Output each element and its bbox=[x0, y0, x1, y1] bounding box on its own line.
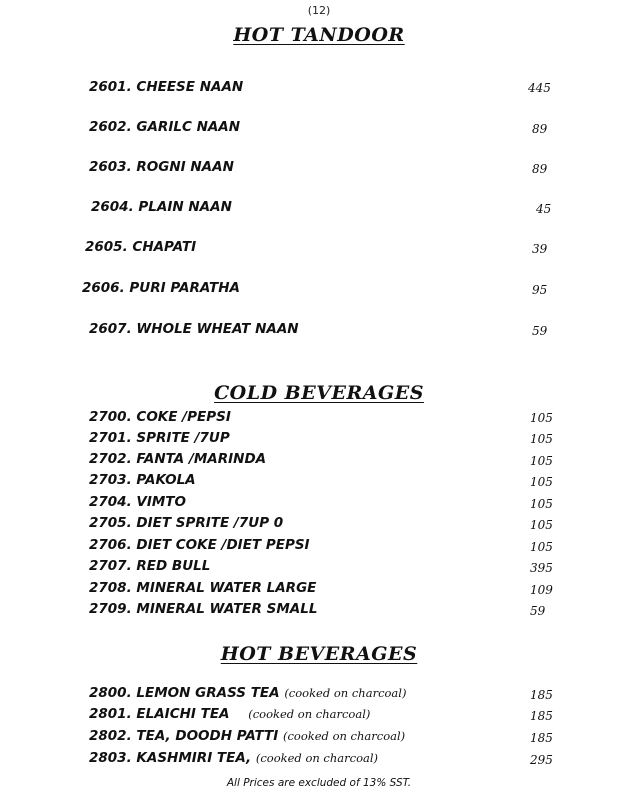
item-price: 105 bbox=[530, 497, 553, 511]
item-code: 2602. bbox=[89, 119, 132, 135]
item-price: 105 bbox=[530, 475, 553, 489]
menu-item bbox=[89, 119, 240, 135]
menu-item bbox=[89, 430, 230, 446]
item-price: 89 bbox=[532, 162, 548, 176]
item-name: COKE /PEPSI bbox=[136, 409, 231, 425]
item-price: 185 bbox=[530, 731, 553, 745]
menu-item bbox=[89, 706, 370, 722]
item-name: VIMTO bbox=[136, 494, 186, 510]
item-name: MINERAL WATER SMALL bbox=[136, 601, 318, 617]
item-name: PURI PARATHA bbox=[129, 280, 240, 296]
item-code: 2801. bbox=[89, 706, 132, 722]
item-note: (cooked on charcoal) bbox=[284, 686, 407, 700]
item-price: 105 bbox=[530, 454, 553, 468]
menu-item bbox=[89, 558, 210, 574]
item-name: CHAPATI bbox=[132, 239, 197, 255]
menu-item bbox=[91, 199, 232, 215]
item-name: RED BULL bbox=[136, 558, 211, 574]
item-code: 2706. bbox=[89, 537, 132, 553]
menu-item bbox=[85, 239, 196, 255]
item-code: 2701. bbox=[89, 430, 132, 446]
item-name: ROGNI NAAN bbox=[136, 159, 234, 175]
item-code: 2707. bbox=[89, 558, 132, 574]
item-name: KASHMIRI TEA, bbox=[136, 750, 252, 766]
menu-item bbox=[89, 321, 299, 337]
menu-item bbox=[89, 580, 316, 596]
menu-item bbox=[82, 280, 240, 296]
item-code: 2709. bbox=[89, 601, 132, 617]
item-price: 105 bbox=[530, 518, 553, 532]
item-code: 2703. bbox=[89, 472, 132, 488]
item-note: (cooked on charcoal) bbox=[248, 707, 371, 721]
item-price: 445 bbox=[528, 81, 551, 95]
item-name: FANTA /MARINDA bbox=[136, 451, 267, 467]
item-price: 45 bbox=[536, 202, 552, 216]
item-price: 105 bbox=[530, 432, 553, 446]
item-name: SPRITE /7UP bbox=[136, 430, 230, 446]
item-note: (cooked on charcoal) bbox=[255, 751, 379, 765]
item-code: 2704. bbox=[89, 494, 132, 510]
item-name: CHEESE NAAN bbox=[136, 79, 244, 95]
item-note: (cooked on charcoal) bbox=[283, 729, 406, 743]
menu-item bbox=[89, 451, 266, 467]
item-name: DIET COKE /DIET PEPSI bbox=[136, 537, 310, 553]
menu-item bbox=[89, 685, 406, 701]
menu-item bbox=[89, 601, 317, 617]
item-code: 2606. bbox=[82, 280, 125, 296]
item-price: 105 bbox=[530, 411, 553, 425]
footer-tax-note: All Prices are excluded of 13% SST. bbox=[226, 777, 412, 789]
item-code: 2603. bbox=[89, 159, 132, 175]
menu-item bbox=[89, 159, 234, 175]
item-code: 2601. bbox=[89, 79, 132, 95]
item-name: PLAIN NAAN bbox=[138, 199, 232, 215]
menu-item bbox=[89, 409, 231, 425]
item-price: 89 bbox=[532, 122, 548, 136]
item-name: PAKOLA bbox=[136, 472, 196, 488]
item-name: GARILC NAAN bbox=[136, 119, 241, 135]
section-title-text: HOT BEVERAGES bbox=[220, 643, 418, 665]
item-price: 185 bbox=[530, 688, 553, 702]
item-code: 2705. bbox=[89, 515, 132, 531]
item-code: 2604. bbox=[91, 199, 134, 215]
section-title-cold-beverages bbox=[0, 382, 638, 404]
section-title-hot-beverages bbox=[0, 643, 638, 665]
menu-item bbox=[89, 750, 378, 766]
menu-item bbox=[89, 515, 283, 531]
item-code: 2800. bbox=[89, 685, 132, 701]
item-code: 2803. bbox=[89, 750, 132, 766]
item-price: 59 bbox=[532, 324, 548, 338]
section-title-hot-tandoor bbox=[0, 24, 638, 46]
item-price: 109 bbox=[530, 583, 553, 597]
item-price: 39 bbox=[532, 242, 548, 256]
menu-item bbox=[89, 537, 310, 553]
item-price: 395 bbox=[530, 561, 553, 575]
menu-item bbox=[89, 494, 186, 510]
item-code: 2700. bbox=[89, 409, 132, 425]
item-price: 59 bbox=[530, 604, 546, 618]
menu-item bbox=[89, 472, 196, 488]
item-name: DIET SPRITE /7UP 0 bbox=[136, 515, 284, 531]
item-name: WHOLE WHEAT NAAN bbox=[136, 321, 299, 337]
menu-item bbox=[89, 728, 405, 744]
item-name: MINERAL WATER LARGE bbox=[136, 580, 317, 596]
item-price: 95 bbox=[532, 283, 548, 297]
section-title-text: COLD BEVERAGES bbox=[214, 382, 424, 404]
item-price: 105 bbox=[530, 540, 553, 554]
item-name: LEMON GRASS TEA bbox=[136, 685, 280, 701]
item-name: TEA, DOODH PATTI bbox=[136, 728, 279, 744]
section-title-text: HOT TANDOOR bbox=[233, 24, 405, 46]
item-code: 2708. bbox=[89, 580, 132, 596]
item-price: 185 bbox=[530, 709, 553, 723]
item-name: ELAICHI TEA bbox=[136, 706, 230, 722]
item-price: 295 bbox=[530, 753, 553, 767]
page-number: (12) bbox=[307, 4, 331, 17]
item-code: 2607. bbox=[89, 321, 132, 337]
item-code: 2605. bbox=[85, 239, 128, 255]
item-code: 2802. bbox=[89, 728, 132, 744]
item-code: 2702. bbox=[89, 451, 132, 467]
menu-item bbox=[89, 79, 243, 95]
